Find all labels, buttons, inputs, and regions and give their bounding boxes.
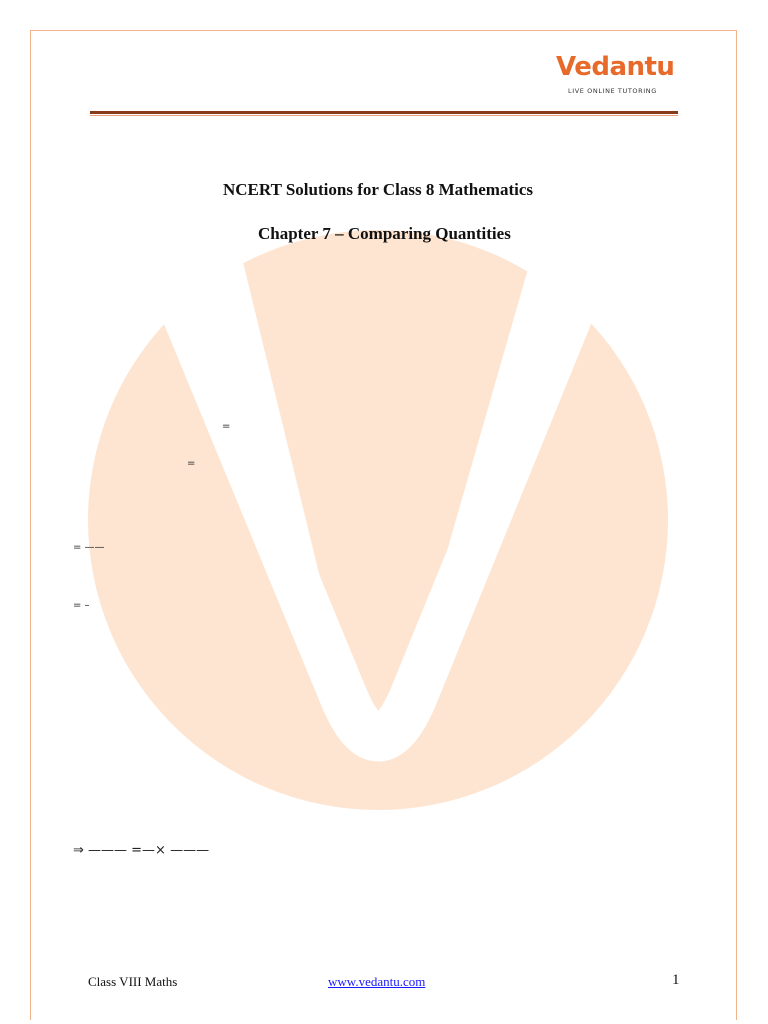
- math-fragment: = ——: [73, 542, 105, 553]
- math-fragment: =: [222, 421, 231, 432]
- footer-class-label: Class VIII Maths: [88, 974, 178, 989]
- header-rule-light: [90, 115, 678, 116]
- document-title: NCERT Solutions for Class 8 Mathematics: [223, 180, 533, 199]
- footer-website-link[interactable]: www.vedantu.com: [328, 974, 426, 989]
- chapter-title: Chapter 7 – Comparing Quantities: [258, 224, 511, 243]
- math-fragment: ⇒ ——— =—× ———: [73, 843, 210, 858]
- vedantu-logo[interactable]: [556, 52, 676, 98]
- header-rule-dark: [90, 111, 678, 114]
- logo-tagline: LIVE ONLINE TUTORING: [568, 87, 657, 95]
- math-fragment: = –: [73, 600, 90, 611]
- math-fragment: =: [187, 458, 196, 469]
- logo-wordmark: Vedantu: [556, 52, 675, 82]
- page-number: 1: [672, 972, 680, 988]
